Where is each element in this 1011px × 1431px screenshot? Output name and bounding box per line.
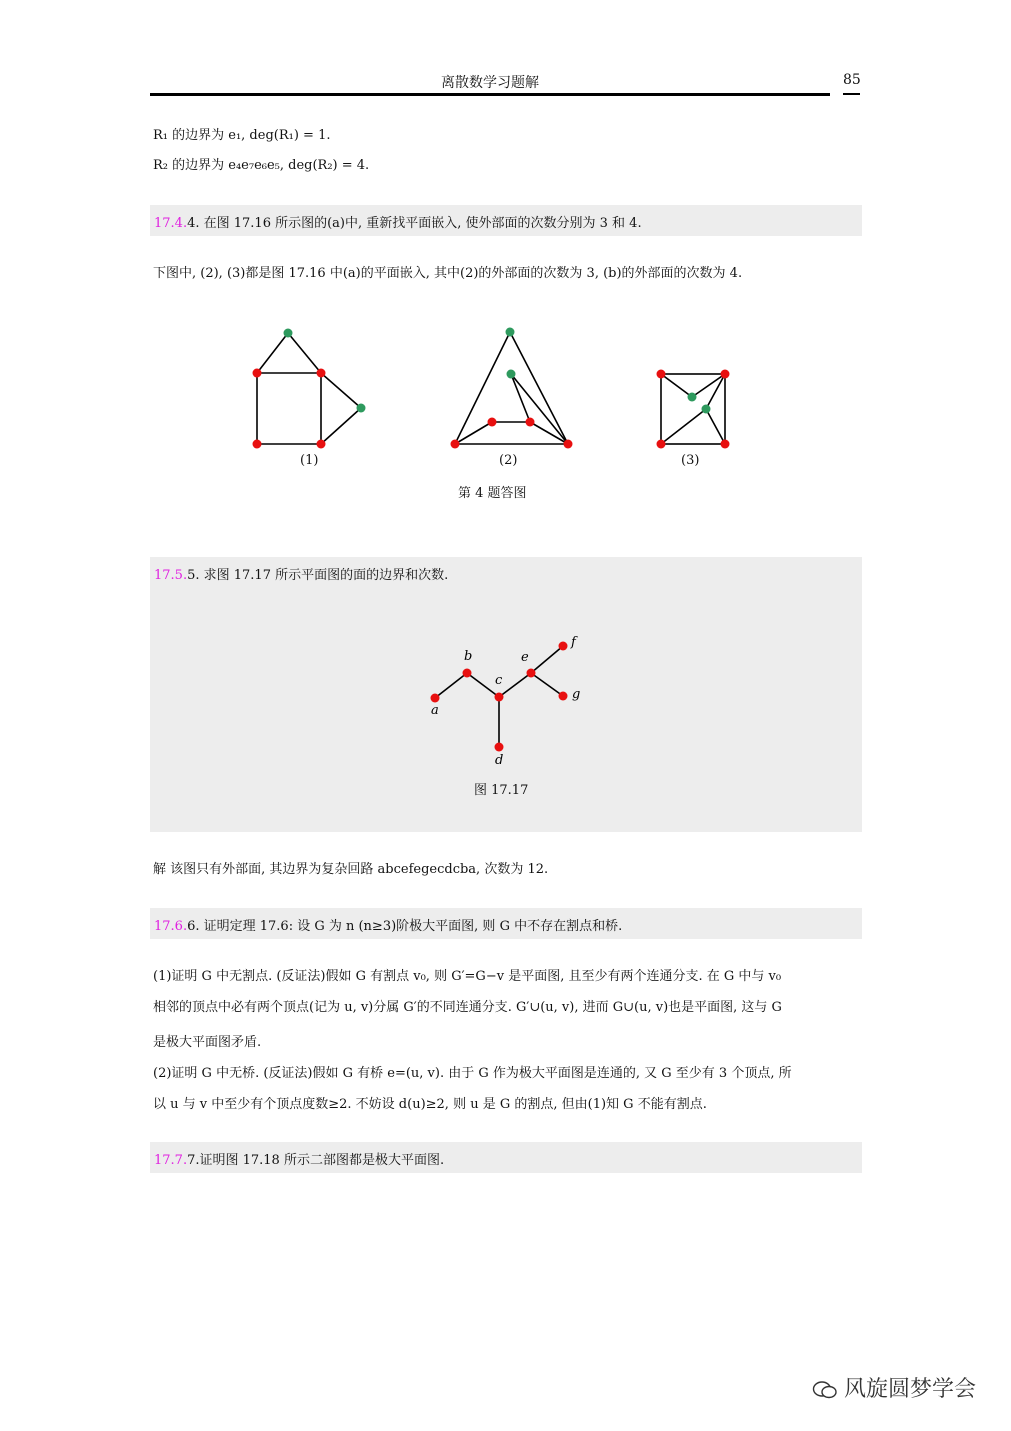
answer-4-caption: 第 4 题答图 bbox=[458, 486, 527, 501]
figure-label-2: (2) bbox=[499, 453, 518, 468]
vertex-b bbox=[463, 669, 472, 678]
proof-1-line-3: 是极大平面图矛盾. bbox=[153, 1035, 262, 1050]
question-5-number: 17.5. bbox=[154, 568, 188, 583]
vertex-f bbox=[559, 642, 568, 651]
vertex bbox=[657, 440, 666, 449]
header-rule bbox=[150, 93, 830, 96]
question-6-number: 17.6. bbox=[154, 919, 188, 934]
watermark-text: 风旋圆梦学会 bbox=[843, 1377, 976, 1402]
label-e: e bbox=[521, 650, 529, 665]
page-number-rule bbox=[843, 93, 860, 95]
vertex bbox=[317, 369, 326, 378]
page-number: 85 bbox=[843, 72, 861, 88]
proof-2-line-1: (2)证明 G 中无桥. (反证法)假如 G 有桥 e=(u, v). 由于 G 作为极大平面图是连通的, 又 G 至少有 3 个顶点, 所 bbox=[153, 1066, 792, 1081]
vertex bbox=[721, 440, 730, 449]
vertex bbox=[451, 440, 460, 449]
label-f: f bbox=[571, 635, 576, 650]
figure-17-17-caption: 图 17.17 bbox=[474, 783, 529, 798]
vertex-g bbox=[559, 692, 568, 701]
vertex bbox=[702, 405, 711, 414]
question-4-number: 17.4. bbox=[154, 216, 188, 231]
label-d: d bbox=[495, 753, 504, 767]
question-5-box bbox=[150, 557, 862, 832]
vertex-d bbox=[495, 743, 504, 752]
vertex bbox=[253, 369, 262, 378]
figure-1-edges bbox=[257, 333, 361, 444]
figure-1-vertices bbox=[253, 329, 366, 449]
label-a: a bbox=[431, 703, 439, 718]
proof-1-line-2: 相邻的顶点中必有两个顶点(记为 u, v)分属 G′的不同连通分支. G′∪(u, v), 进而 G∪(u, v)也是平面图, 这与 G bbox=[153, 1000, 782, 1015]
vertex bbox=[507, 370, 516, 379]
vertex bbox=[284, 329, 293, 338]
figure-3-edges bbox=[661, 374, 725, 444]
figure-label-3: (3) bbox=[681, 453, 700, 468]
question-7-box bbox=[150, 1142, 862, 1173]
label-g: g bbox=[572, 687, 581, 702]
proof-2-line-2: 以 u 与 v 中至少有个顶点度数≥2. 不妨设 d(u)≥2, 则 u 是 G 的割点, 但由(1)知 G 不能有割点. bbox=[153, 1097, 707, 1112]
r2-boundary-line: R₂ 的边界为 e₄e₇e₆e₅, deg(R₂) = 4. bbox=[153, 158, 370, 173]
question-5-solution: 解 该图只有外部面, 其边界为复杂回路 abcefegecdcba, 次数为 12. bbox=[153, 862, 549, 877]
r1-boundary-line: R₁ 的边界为 e₁, deg(R₁) = 1. bbox=[153, 128, 331, 143]
running-header-title: 离散数学习题解 bbox=[441, 75, 539, 91]
vertex bbox=[488, 418, 497, 427]
label-b: b bbox=[464, 649, 473, 664]
vertex bbox=[506, 328, 515, 337]
wechat-icon bbox=[812, 1380, 838, 1400]
vertex bbox=[657, 370, 666, 379]
vertex bbox=[564, 440, 573, 449]
question-7-number: 17.7. bbox=[154, 1153, 188, 1168]
figure-3 bbox=[640, 355, 750, 465]
figure-2-edges bbox=[455, 332, 568, 444]
question-7-text: 17.7.7.证明图 17.18 所示二部图都是极大平面图. bbox=[154, 1153, 445, 1168]
question-4-box bbox=[150, 205, 862, 236]
vertex bbox=[317, 440, 326, 449]
figure-17-17 bbox=[420, 627, 600, 767]
question-4-text: 17.4.4. 在图 17.16 所示图的(a)中, 重新找平面嵌入, 使外部面的次数分别为 3 和 4. bbox=[154, 216, 642, 231]
question-5-text: 17.5.5. 求图 17.17 所示平面图的面的边界和次数. bbox=[154, 568, 449, 583]
figure-label-1: (1) bbox=[300, 453, 319, 468]
answer-4-figures bbox=[230, 315, 600, 465]
vertex-e bbox=[527, 669, 536, 678]
label-c: c bbox=[495, 673, 503, 688]
wechat-watermark bbox=[812, 1372, 976, 1403]
vertex bbox=[253, 440, 262, 449]
figure-2-vertices bbox=[451, 328, 573, 449]
question-6-text: 17.6.6. 证明定理 17.6: 设 G 为 n (n≥3)阶极大平面图, 则 G 中不存在割点和桥. bbox=[154, 919, 623, 934]
vertex-a bbox=[431, 694, 440, 703]
vertex bbox=[688, 393, 697, 402]
question-6-box bbox=[150, 908, 862, 939]
figure-3-vertices bbox=[657, 370, 730, 449]
vertex bbox=[526, 418, 535, 427]
vertex bbox=[357, 404, 366, 413]
proof-1-line-1: (1)证明 G 中无割点. (反证法)假如 G 有割点 v₀, 则 G′=G−v 是平面图, 且至少有两个连通分支. 在 G 中与 v₀ bbox=[153, 969, 782, 984]
question-4-answer: 下图中, (2), (3)都是图 17.16 中(a)的平面嵌入, 其中(2)的外部面的次数为 3, (b)的外部面的次数为 4. bbox=[153, 266, 743, 281]
vertex-c bbox=[495, 693, 504, 702]
vertex bbox=[721, 370, 730, 379]
